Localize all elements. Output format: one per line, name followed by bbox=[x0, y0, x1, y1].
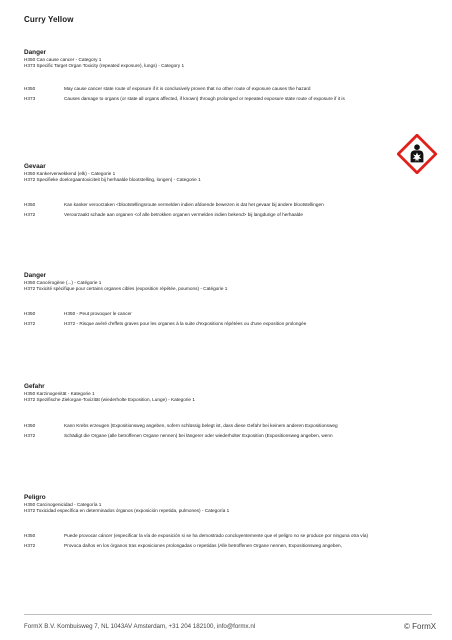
hazard-code: H350 bbox=[24, 86, 36, 91]
hazard-row bbox=[24, 311, 424, 317]
hazard-text: Kann Krebs erzeugen (Expositionsweg angeben, sofern schlüssig belegt ist, dass diese Gefahr bei keinem anderen Expositionsweg bbox=[64, 423, 338, 428]
hazard-code: H372 bbox=[24, 432, 36, 438]
footer-address: FormX B.V. Kombuisweg 7, NL 1043AV Amsterdam, +31 204 182100, info@formx.nl bbox=[24, 623, 256, 630]
classification-line: H350 Carcinogenicidad - Categoría 1 bbox=[24, 502, 102, 507]
hazard-row bbox=[24, 96, 424, 102]
signal-word: Gefahr bbox=[24, 383, 45, 390]
hazard-section-en bbox=[24, 49, 424, 105]
hazard-row bbox=[24, 543, 424, 549]
hazard-text: Causes damage to organs (or state all organs affected, if known) through prolonged or repeated exposure state route of exposure if it is bbox=[64, 95, 345, 101]
hazard-statements bbox=[24, 202, 424, 218]
hazard-code: H372 bbox=[24, 542, 36, 548]
signal-word: Peligro bbox=[24, 494, 46, 501]
hazard-code: H350 bbox=[24, 533, 36, 538]
hazard-row bbox=[24, 433, 424, 439]
classification-line: H350 Kankerverwekkend (elk) - Categorie 1 bbox=[24, 171, 116, 176]
hazard-code: H372 bbox=[24, 320, 36, 326]
hazard-text: Veroorzaakt schade aan organen <of alle betrokken organen vermelden indien bekend> bij langdurige of herhaalde bbox=[64, 211, 303, 217]
hazard-text: Puede provocar cáncer (especificar la vía de exposición si se ha demostrado concluyentemente que el peligro no se produce por ninguna otra vía) bbox=[64, 533, 369, 538]
document-title: Curry Yellow bbox=[24, 15, 74, 24]
hazard-row bbox=[24, 321, 424, 327]
classification-line: H350 Cancérogène (...) - Catégorie 1 bbox=[24, 280, 102, 285]
hazard-row bbox=[24, 212, 424, 218]
hazard-section-es bbox=[24, 494, 424, 552]
hazard-section-de bbox=[24, 383, 424, 442]
hazard-text: Provoca daños en los órganos tras exposiciones prolongadas o repetidas (Alle betroffenen Organe nennen, Expositionsweg angeben, bbox=[64, 542, 342, 548]
hazard-code: H350 bbox=[24, 202, 36, 207]
hazard-text: H350 - Peut provoquer le cancer bbox=[64, 311, 132, 316]
footer-brand: © FormX bbox=[404, 622, 437, 631]
hazard-section-fr bbox=[24, 272, 424, 330]
signal-word: Danger bbox=[24, 272, 47, 279]
page-footer bbox=[0, 614, 452, 634]
classification-line: H350 Karzinogenität - Kategorie 1 bbox=[24, 391, 95, 396]
hazard-code: H372 bbox=[24, 211, 36, 217]
hazard-statements bbox=[24, 423, 424, 439]
hazard-row bbox=[24, 202, 424, 208]
signal-word: Danger bbox=[24, 49, 47, 56]
classification-line: H372 Toxicidad específica en determinados órganos (exposición repetida, pulmones) - Categoría 1 bbox=[24, 508, 230, 513]
hazard-statements bbox=[24, 311, 424, 327]
classification-line: H372 Toxicité spécifique pour certains organes cibles (exposition répétée, poumons) - Catégorie 1 bbox=[24, 286, 228, 291]
hazard-code: H350 bbox=[24, 423, 36, 428]
hazard-text: H372 - Risque avéré d'effets graves pour les organes à la suite d'expositions répétées ou d'une exposition prolongée bbox=[64, 320, 307, 326]
classification-line: H372 Specifieke doelorgaantoxiciteit bij herhaalde blootstelling, longen) - Categorie 1 bbox=[24, 177, 201, 182]
signal-word: Gevaar bbox=[24, 163, 46, 170]
hazard-code: H350 bbox=[24, 311, 36, 316]
classification-line: H373 Specific Target Organ Toxicity (repeated exposure), lungs) - Category 1 bbox=[24, 63, 185, 68]
hazard-row bbox=[24, 533, 424, 539]
hazard-text: Kan kanker veroorzaken <blootstellingsroute vermelden indien afdoende bewezen is dat het gevaar bij andere blootstellingen bbox=[64, 202, 324, 207]
footer-divider bbox=[24, 614, 432, 615]
hazard-text: May cause cancer state route of exposure if it is conclusively proven that no other route of exposure causes the hazard bbox=[64, 86, 311, 91]
hazard-section-nl bbox=[24, 163, 424, 221]
hazard-statements bbox=[24, 533, 424, 549]
hazard-text: Schädigt die Organe (alle betroffenen Organe nennen) bei längerer oder wiederholter Exposition (Expositionsweg angeben, wenn bbox=[64, 432, 333, 438]
classification-line: H372 Spezifische Zielorgan-Toxizität (wiederholte Exposition, Lunge) - Kategorie 1 bbox=[24, 397, 195, 402]
hazard-code: H373 bbox=[24, 95, 36, 101]
classification-line: H350 Can cause cancer - Category 1 bbox=[24, 57, 102, 62]
hazard-statements bbox=[24, 86, 424, 102]
hazard-row bbox=[24, 86, 424, 92]
hazard-row bbox=[24, 423, 424, 429]
